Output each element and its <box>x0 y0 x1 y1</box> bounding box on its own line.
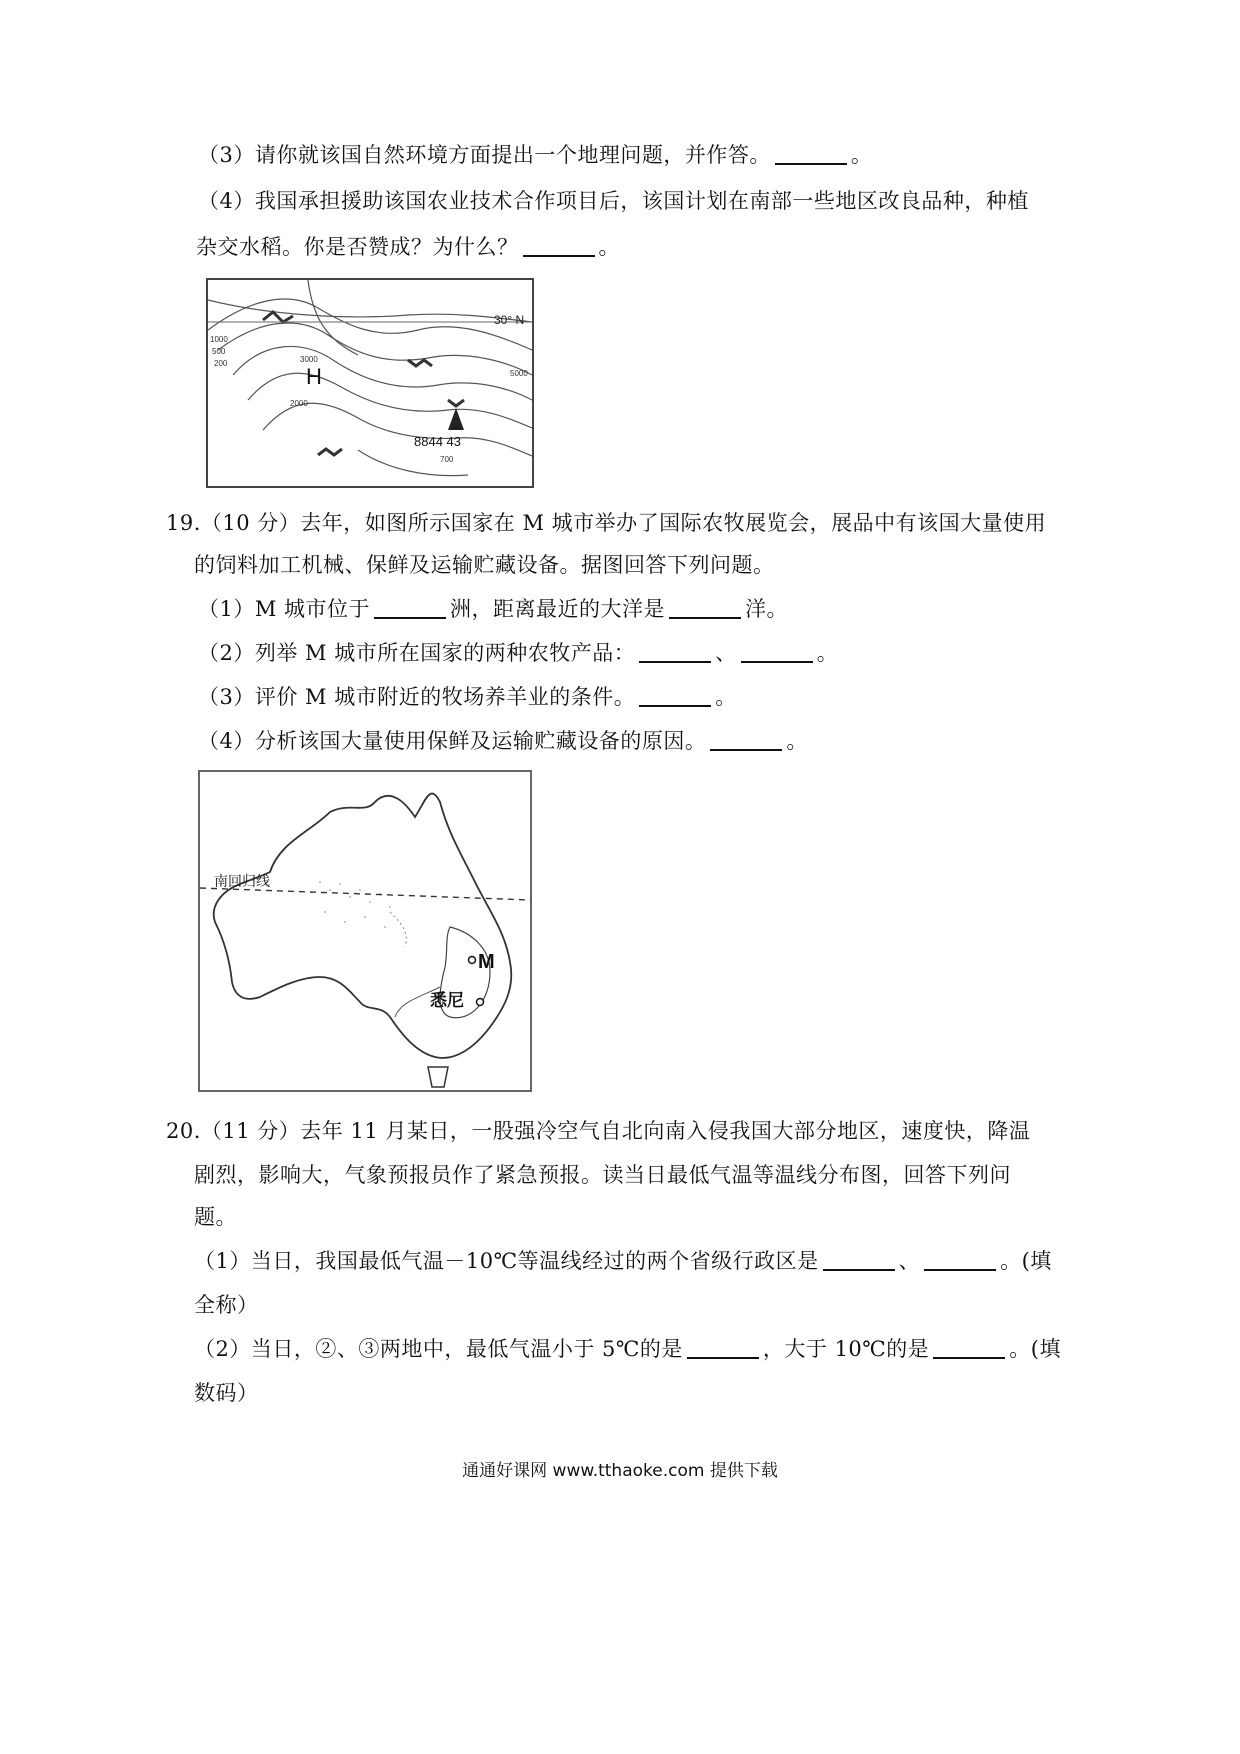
q20-part1-line2: 全称） <box>194 1293 259 1317</box>
page-footer: 通通好课网 www.tthaoke.com 提供下载 <box>462 1461 778 1481</box>
answer-blank[interactable] <box>823 1251 895 1271</box>
q18-part4-text: （4）我国承担援助该国农业技术合作项目后，该国计划在南部一些地区改良品种，种植 <box>198 189 1029 213</box>
australia-map <box>198 770 532 1092</box>
q18-part3: （3）请你就该国自然环境方面提出一个地理问题，并作答。 。 <box>198 143 873 167</box>
q18-part4-text-cont: 杂交水稻。你是否赞成？为什么？ <box>196 235 519 259</box>
q19-intro-line2 <box>194 550 775 580</box>
q18-part3-text: （3）请你就该国自然环境方面提出一个地理问题，并作答。 <box>198 143 771 167</box>
q20-intro-line3 <box>194 1202 237 1232</box>
answer-blank[interactable] <box>775 145 847 165</box>
answer-blank[interactable] <box>924 1251 996 1271</box>
answer-blank[interactable] <box>669 599 741 619</box>
q18-part4-line1 <box>198 186 1029 216</box>
q19-intro-text: 19.（10 分）去年，如图所示国家在 M 城市举办了国际农牧展览会，展品中有该国大量使用 <box>166 511 1047 535</box>
answer-blank[interactable] <box>374 599 446 619</box>
mountain-peak-icon <box>448 408 464 430</box>
answer-blank[interactable] <box>639 687 711 707</box>
q19-part1: （1）M 城市位于 洲，距离最近的大洋是 洋。 <box>198 597 789 621</box>
high-pressure-label: H <box>306 364 322 389</box>
sydney-marker <box>477 999 484 1006</box>
contour-label: 200 <box>214 359 228 368</box>
q20-part1: （1）当日，我国最低气温－10℃等温线经过的两个省级行政区是 、 。(填 <box>194 1249 1052 1273</box>
q19-intro-text-cont: 的饲料加工机械、保鲜及运输贮藏设备。据图回答下列问题。 <box>194 553 775 577</box>
city-m-label: M <box>478 951 495 973</box>
q20-intro-text: 20.（11 分）去年 11 月某日，一股强冷空气自北向南入侵我国大部分地区，速度快，降温 <box>166 1119 1031 1143</box>
answer-blank[interactable] <box>710 731 782 751</box>
contour-label: 700 <box>440 455 454 464</box>
latitude-label: 30° N <box>494 313 525 327</box>
answer-blank[interactable] <box>523 237 595 257</box>
contour-label: 2000 <box>290 399 308 408</box>
q20-intro-line2 <box>194 1160 1011 1190</box>
answer-blank[interactable] <box>639 643 711 663</box>
topographic-map <box>206 278 534 488</box>
contour-label: 3000 <box>300 355 318 364</box>
contour-label: 500 <box>212 347 226 356</box>
q19-part4: （4）分析该国大量使用保鲜及运输贮藏设备的原因。 。 <box>198 729 808 753</box>
q20-intro-text-end: 题。 <box>194 1205 237 1229</box>
q19-part3: （3）评价 M 城市附近的牧场养羊业的条件。 。 <box>198 685 737 709</box>
q20-part2-line2: 数码） <box>194 1381 259 1405</box>
australia-map-svg <box>200 772 530 1090</box>
tropic-of-capricorn-label: 南回归线 <box>214 873 270 889</box>
contour-label: 5000 <box>510 369 528 378</box>
peak-elevation-label: 8844 43 <box>414 434 461 449</box>
answer-blank[interactable] <box>741 643 813 663</box>
city-m-marker <box>469 957 476 964</box>
sydney-label: 悉尼 <box>430 991 464 1010</box>
q20-intro-text-cont: 剧烈，影响大，气象预报员作了紧急预报。读当日最低气温等温线分布图，回答下列问 <box>194 1163 1011 1187</box>
q19-intro-line1 <box>166 508 1046 538</box>
answer-blank[interactable] <box>687 1339 759 1359</box>
topographic-map-svg <box>208 280 532 486</box>
q19-part2: （2）列举 M 城市所在国家的两种农牧产品： 、 。 <box>198 641 839 665</box>
contour-label: 1000 <box>210 335 228 344</box>
q20-intro-line1 <box>166 1116 1030 1146</box>
answer-blank[interactable] <box>933 1339 1005 1359</box>
q18-part4-line2: 杂交水稻。你是否赞成？为什么？ 。 <box>196 235 620 259</box>
q20-part2: （2）当日，②、③两地中，最低气温小于 5℃的是 ，大于 10℃的是 。(填 <box>194 1337 1061 1361</box>
